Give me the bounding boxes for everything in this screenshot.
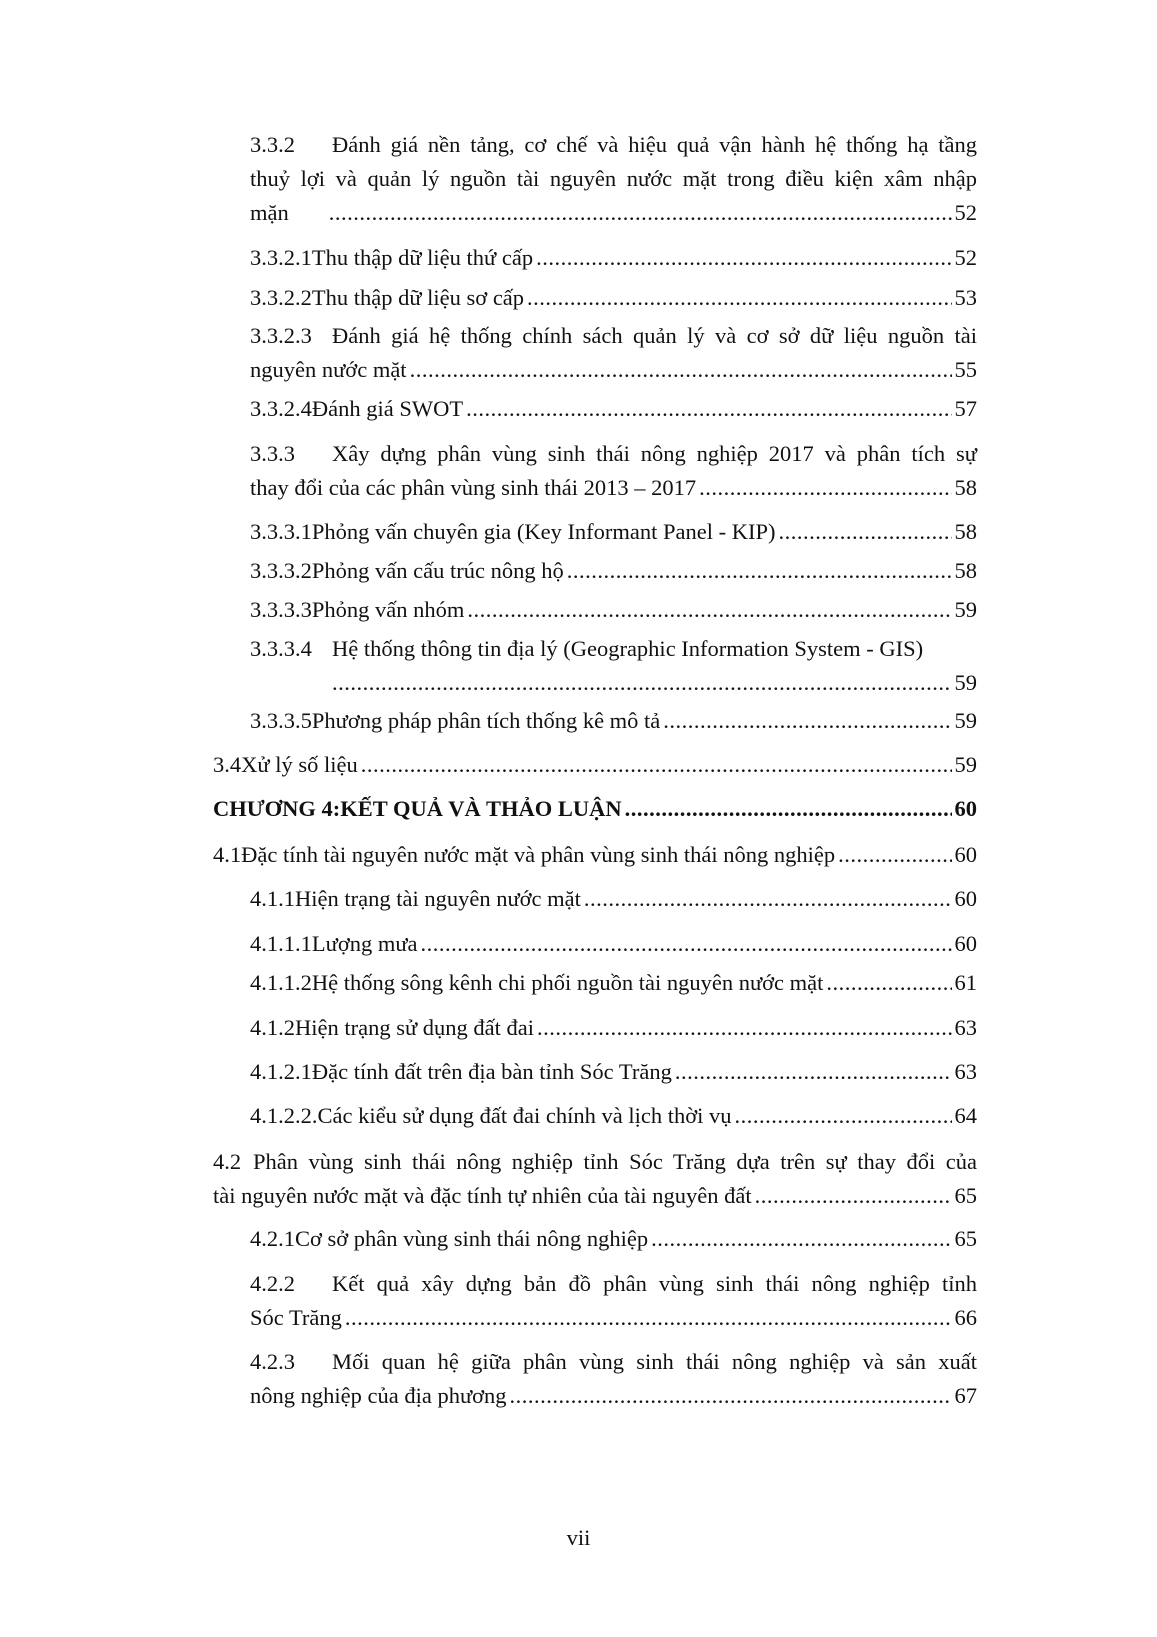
dot-leader (735, 1099, 952, 1133)
dot-leader (345, 1301, 952, 1335)
toc-entry-3-3-2-4[interactable] (250, 392, 977, 426)
toc-page-number: 53 (954, 285, 977, 310)
toc-page-number: 59 (954, 597, 977, 622)
toc-title: Phỏng vấn nhóm (311, 597, 465, 622)
toc-title-line: mặn (250, 200, 289, 225)
toc-entry-4-1-1-1[interactable] (250, 927, 977, 961)
toc-entry-4-1-1[interactable] (250, 882, 977, 916)
toc-entry-3-3-3-2[interactable] (250, 554, 977, 588)
toc-number: 3.3.2.1 (250, 245, 312, 270)
dot-leader (421, 927, 952, 961)
toc-title-line: Mối quan hệ giữa phân vùng sinh thái nông nghiệp và sản xuất (332, 1349, 977, 1374)
toc-number: 3.3.2.2 (250, 285, 312, 310)
toc-page-number: 60 (954, 842, 977, 867)
toc-number: CHƯƠNG 4: (213, 796, 341, 821)
toc-number: 3.3.3.1 (250, 519, 312, 544)
toc-title: Phỏng vấn cấu trúc nông hộ (311, 558, 564, 583)
dot-leader (536, 241, 951, 275)
toc-entry-3-3-2-1[interactable] (250, 241, 977, 275)
toc-number: 3.3.3.4 (250, 636, 312, 661)
toc-page-number: 63 (954, 1015, 977, 1040)
dot-leader (567, 554, 952, 588)
toc-entry-3-3-3-5[interactable] (250, 704, 977, 738)
toc-page-number: 67 (954, 1383, 977, 1408)
toc-page-number: 55 (954, 357, 977, 382)
toc-number: 3.3.3.2 (250, 558, 312, 583)
dot-leader (527, 281, 951, 315)
toc-entry-3-3-3-4[interactable] (250, 632, 977, 700)
dot-leader (410, 353, 952, 387)
toc-entry-chapter-4[interactable] (213, 792, 977, 826)
toc-title: Các kiểu sử dụng đất đai chính và lịch thời vụ (317, 1103, 732, 1128)
dot-leader (675, 1055, 952, 1089)
toc-title-line: Hệ thống thông tin địa lý (Geographic Information System - GIS) (332, 636, 924, 661)
toc-page-number: 61 (954, 970, 977, 995)
toc-entry-3-3-2-2[interactable] (250, 281, 977, 315)
toc-title-line: tài nguyên nước mặt và đặc tính tự nhiên của tài nguyên đất (213, 1183, 752, 1208)
toc-entry-3-3-3-1[interactable] (250, 515, 977, 549)
toc-title-line: thay đổi của các phân vùng sinh thái 2013 – 2017 (250, 475, 697, 500)
toc-page-number: 60 (954, 796, 977, 821)
toc-page-number: 52 (954, 200, 977, 225)
toc-title-line: Đánh giá hệ thống chính sách quản lý và cơ sở dữ liệu nguồn tài (332, 323, 977, 348)
toc-entry-4-2-2[interactable] (250, 1267, 977, 1335)
toc-page-number: 59 (954, 670, 977, 695)
toc-title-line: thuỷ lợi và quản lý nguồn tài nguyên nước mặt trong điều kiện xâm nhập (250, 166, 977, 191)
toc-entry-4-2-3[interactable] (250, 1345, 977, 1413)
toc-entry-4-1-2-2[interactable] (250, 1099, 977, 1133)
toc-title: Phương pháp phân tích thống kê mô tả (311, 708, 661, 733)
toc-title: Đánh giá SWOT (311, 396, 464, 421)
toc-entry-3-3-2[interactable] (250, 128, 977, 230)
toc-entry-4-1-1-2[interactable] (250, 966, 977, 1000)
toc-number: 3.3.2 (250, 132, 295, 157)
dot-leader (510, 1379, 952, 1413)
dot-leader (332, 666, 952, 700)
dot-leader (329, 196, 952, 230)
toc-page-number: 57 (954, 396, 977, 421)
toc-title: Hiện trạng tài nguyên nước mặt (295, 886, 581, 911)
toc-number: 4.2.3 (250, 1349, 295, 1374)
toc-number: 4.1.2 (250, 1015, 295, 1040)
toc-number: 4.1.2.2. (250, 1103, 318, 1128)
toc-title-line: Kết quả xây dựng bản đồ phân vùng sinh thái nông nghiệp tỉnh (332, 1271, 977, 1296)
toc-entry-3-3-2-3[interactable] (250, 319, 977, 387)
dot-leader (838, 838, 951, 872)
toc-number: 4.1.1.1 (250, 931, 312, 956)
toc-number: 4.1.1 (250, 886, 295, 911)
toc-page-number: 52 (954, 245, 977, 270)
toc-title: Hiện trạng sử dụng đất đai (295, 1015, 535, 1040)
dot-leader (584, 882, 952, 916)
toc-entry-4-1-2-1[interactable] (250, 1055, 977, 1089)
toc-title-line: nông nghiệp của địa phương (250, 1383, 507, 1408)
toc-entry-4-2-1[interactable] (250, 1222, 977, 1256)
toc-number: 3.3.3.5 (250, 708, 312, 733)
toc-page-number: 66 (954, 1305, 977, 1330)
toc-number: 4.2.2 (250, 1271, 295, 1296)
toc-title: Xử lý số liệu (241, 752, 358, 777)
toc-title-line: Đánh giá nền tảng, cơ chế và hiệu quả vận hành hệ thống hạ tầng (332, 132, 977, 157)
toc-title: Đặc tính đất trên địa bàn tỉnh Sóc Trăng (311, 1059, 672, 1084)
toc-number: 4.1.1.2 (250, 970, 312, 995)
toc-page-number: 63 (954, 1059, 977, 1084)
toc-page-number: 59 (954, 708, 977, 733)
dot-leader (755, 1179, 952, 1213)
toc-title-line: Xây dựng phân vùng sinh thái nông nghiệp 2017 và phân tích sự (332, 441, 977, 466)
dot-leader (466, 392, 951, 426)
toc-page-number: 58 (954, 519, 977, 544)
toc-title: Đặc tính tài nguyên nước mặt và phân vùng sinh thái nông nghiệp (241, 842, 836, 867)
toc-title-line: Sóc Trăng (250, 1305, 342, 1330)
toc-number: 3.3.2.4 (250, 396, 312, 421)
dot-leader (779, 515, 952, 549)
dot-leader (699, 471, 951, 505)
page-folio: vii (566, 1525, 591, 1550)
toc-title: Thu thập dữ liệu sơ cấp (311, 285, 525, 310)
toc-number: 4.2.1 (250, 1226, 295, 1251)
toc-page-number: 65 (954, 1226, 977, 1251)
toc-title: Cơ sở phân vùng sinh thái nông nghiệp (295, 1226, 649, 1251)
toc-number: 3.3.3 (250, 441, 295, 466)
toc-entry-3-3-3-3[interactable] (250, 593, 977, 627)
toc-page-number: 59 (954, 752, 977, 777)
dot-leader (537, 1011, 951, 1045)
toc-entry-3-4[interactable] (213, 748, 977, 782)
toc-entry-4-1[interactable] (213, 838, 977, 872)
toc-title: Hệ thống sông kênh chi phối nguồn tài nguyên nước mặt (311, 970, 824, 995)
toc-title: Phỏng vấn chuyên gia (Key Informant Panel - KIP) (311, 519, 776, 544)
toc-number: 4.1 (213, 842, 242, 867)
toc-page-number: 64 (954, 1103, 977, 1128)
dot-leader (361, 748, 952, 782)
toc-number: 4.1.2.1 (250, 1059, 312, 1084)
toc-number: 3.3.3.3 (250, 597, 312, 622)
toc-title-line: Phân vùng sinh thái nông nghiệp tỉnh Sóc Trăng dựa trên sự thay đổi của (253, 1149, 977, 1174)
toc-page-number: 58 (954, 558, 977, 583)
toc-entry-4-2[interactable] (213, 1145, 977, 1213)
toc-title: KẾT QUẢ VÀ THẢO LUẬN (340, 796, 622, 821)
toc-number: 3.4 (213, 752, 242, 777)
toc-title: Thu thập dữ liệu thứ cấp (311, 245, 534, 270)
dot-leader (663, 704, 951, 738)
dot-leader (467, 593, 951, 627)
toc-number: 4.2 (213, 1149, 242, 1174)
toc-title: Lượng mưa (311, 931, 418, 956)
toc-entry-4-1-2[interactable] (250, 1011, 977, 1045)
toc-page-number: 60 (954, 886, 977, 911)
toc-page-number: 65 (954, 1183, 977, 1208)
toc-page-number: 58 (954, 475, 977, 500)
dot-leader (826, 966, 951, 1000)
toc-entry-3-3-3[interactable] (250, 437, 977, 505)
toc-page-number: 60 (954, 931, 977, 956)
toc-number: 3.3.2.3 (250, 323, 312, 348)
dot-leader (651, 1222, 951, 1256)
dot-leader (625, 792, 952, 826)
toc-title-line: nguyên nước mặt (250, 357, 407, 382)
